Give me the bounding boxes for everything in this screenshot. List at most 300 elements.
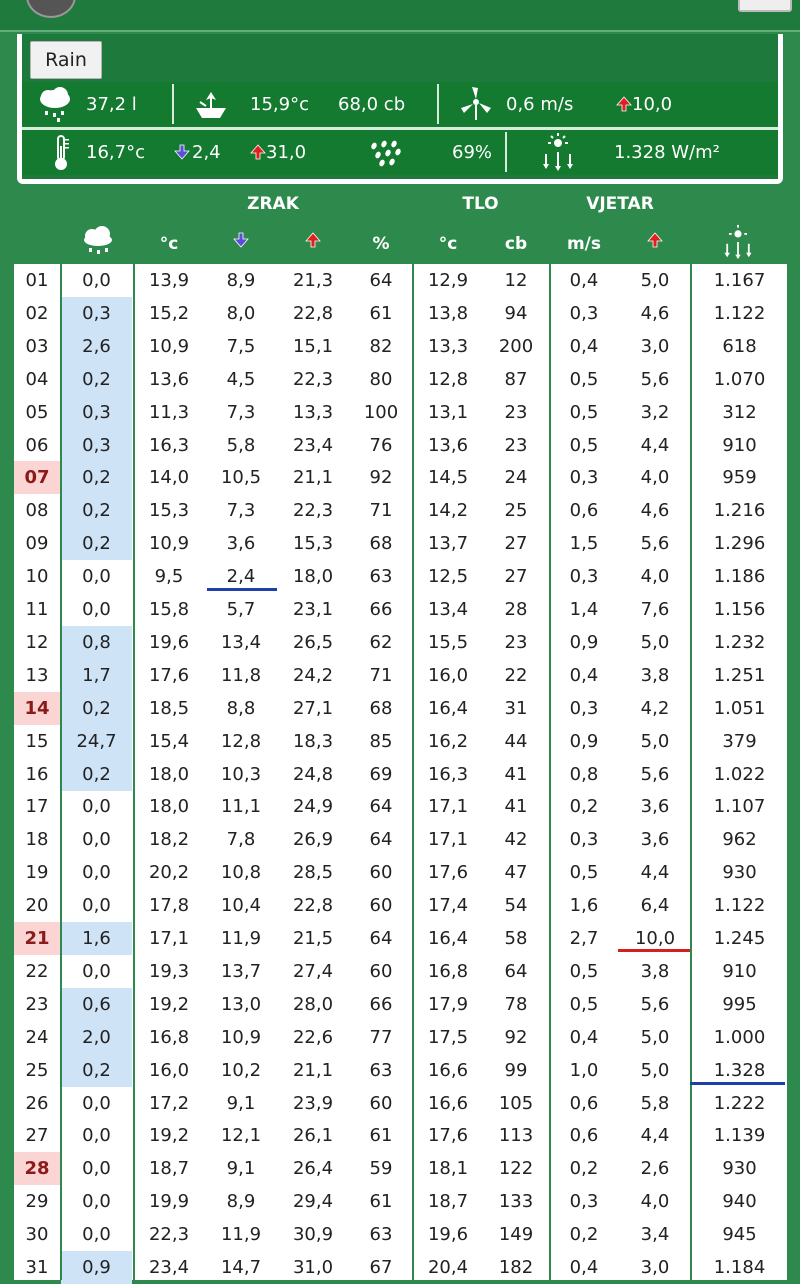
cell-soil-temp: 17,4 <box>427 895 469 917</box>
col-humidity: % <box>372 234 390 254</box>
cell-day: 04 <box>25 368 49 390</box>
cell-day: 22 <box>25 960 49 982</box>
cell-temp-min: 9,1 <box>226 1092 256 1114</box>
cell-humidity: 71 <box>369 500 393 522</box>
cell-rain: 0,0 <box>82 895 111 917</box>
summary-row-2 <box>22 130 778 175</box>
cell-temp-max: 22,6 <box>292 1026 334 1048</box>
cell-solar: 1.222 <box>713 1092 766 1114</box>
cell-wind-speed: 0,4 <box>569 270 599 291</box>
table-row <box>14 560 787 593</box>
cell-wind-max: 5,6 <box>640 533 670 555</box>
cell-wind-speed: 0,4 <box>569 1026 599 1048</box>
cell-humidity: 64 <box>369 928 393 949</box>
cell-rain: 0,0 <box>82 960 111 982</box>
cell-soil-cb: 27 <box>504 533 528 555</box>
cell-wind-max: 3,4 <box>640 1224 670 1246</box>
cell-humidity: 71 <box>369 664 393 686</box>
cell-day: 02 <box>25 302 49 324</box>
cell-solar: 910 <box>722 434 757 456</box>
cell-temp-min: 9,1 <box>226 1158 256 1180</box>
cell-wind-max: 7,6 <box>640 599 670 620</box>
cell-day: 16 <box>25 763 49 785</box>
cell-soil-cb: 25 <box>504 500 528 522</box>
max-arrow-icon <box>616 96 632 117</box>
cell-soil-temp: 13,4 <box>427 599 469 620</box>
cell-day: 21 <box>14 922 60 955</box>
cell-rain: 0,2 <box>61 692 132 725</box>
cell-soil-cb: 200 <box>498 335 534 357</box>
cell-air-temp: 19,9 <box>148 1191 190 1213</box>
table-row <box>14 725 787 758</box>
cell-day: 29 <box>25 1191 49 1213</box>
cell-rain: 0,9 <box>61 1251 132 1284</box>
table-row <box>14 1087 787 1120</box>
cell-wind-speed: 0,2 <box>569 796 599 818</box>
cell-temp-min: 3,6 <box>226 533 256 555</box>
cell-temp-max: 31,0 <box>292 1257 334 1278</box>
rain-tab-button[interactable]: Rain <box>30 41 102 79</box>
wind-avg-value: 0,6 m/s <box>506 94 574 115</box>
cell-solar: 945 <box>722 1224 757 1246</box>
cell-solar: 1.156 <box>713 599 766 620</box>
cell-humidity: 92 <box>369 467 393 489</box>
cell-day: 18 <box>25 829 49 851</box>
cell-air-temp: 18,0 <box>148 763 190 785</box>
cell-wind-speed: 0,9 <box>569 730 599 752</box>
cell-day: 11 <box>25 599 49 620</box>
cell-day: 25 <box>25 1059 49 1081</box>
cell-rain: 0,0 <box>82 862 111 884</box>
cell-wind-speed: 0,3 <box>569 829 599 851</box>
cell-day: 06 <box>25 434 49 456</box>
table-row <box>14 1054 787 1087</box>
cell-wind-max: 3,2 <box>640 401 670 423</box>
cell-air-temp: 19,2 <box>148 993 190 1015</box>
cell-day: 01 <box>25 270 49 291</box>
cell-rain: 24,7 <box>61 725 132 758</box>
cell-day: 26 <box>25 1092 49 1114</box>
cell-rain: 2,6 <box>61 330 132 363</box>
cell-wind-speed: 0,5 <box>569 401 599 423</box>
cell-soil-temp: 18,7 <box>427 1191 469 1213</box>
cell-humidity: 63 <box>369 566 393 588</box>
cell-solar: 1.107 <box>713 796 766 818</box>
solar-radiation-icon <box>540 132 576 177</box>
cell-air-temp: 19,6 <box>148 631 190 653</box>
column-divider <box>549 185 551 1280</box>
cell-rain: 0,3 <box>61 297 132 330</box>
cell-temp-max: 26,9 <box>292 829 334 851</box>
cell-day: 05 <box>25 401 49 423</box>
cell-day: 13 <box>25 664 49 686</box>
cell-temp-min: 14,7 <box>220 1257 262 1278</box>
divider <box>505 132 507 172</box>
cell-wind-max: 10,0 <box>634 928 676 949</box>
table-row <box>14 1152 787 1185</box>
group-header-zrak: ZRAK <box>247 194 299 214</box>
col-wind-max-icon <box>620 232 690 253</box>
cell-temp-max: 22,8 <box>292 302 334 324</box>
table-row <box>14 988 787 1021</box>
cell-temp-min: 10,5 <box>220 467 262 489</box>
humidity-drops-icon <box>368 138 404 173</box>
cell-temp-max: 18,3 <box>292 730 334 752</box>
cell-humidity: 60 <box>369 1092 393 1114</box>
cell-wind-max: 5,0 <box>640 1059 670 1081</box>
cell-air-temp: 18,0 <box>148 796 190 818</box>
cell-temp-max: 26,4 <box>292 1158 334 1180</box>
cell-humidity: 60 <box>369 895 393 917</box>
cell-air-temp: 19,3 <box>148 960 190 982</box>
cell-solar: 1.139 <box>713 1125 766 1147</box>
cell-wind-max: 3,0 <box>640 1257 670 1278</box>
cell-solar: 1.232 <box>713 631 766 653</box>
cell-air-temp: 16,3 <box>148 434 190 456</box>
cell-temp-min: 12,1 <box>220 1125 262 1147</box>
cell-wind-speed: 0,5 <box>569 960 599 982</box>
cell-solar: 1.167 <box>713 270 766 291</box>
cell-soil-cb: 47 <box>504 862 528 884</box>
cell-wind-speed: 0,5 <box>569 993 599 1015</box>
cell-wind-speed: 2,7 <box>569 928 599 949</box>
cell-humidity: 76 <box>369 434 393 456</box>
table-row <box>14 1185 787 1218</box>
cell-temp-min: 5,7 <box>226 599 256 620</box>
cell-wind-max: 4,0 <box>640 467 670 489</box>
table-row <box>14 396 787 429</box>
cell-humidity: 64 <box>369 270 393 291</box>
cell-temp-max: 27,1 <box>292 697 334 719</box>
cell-temp-min: 10,8 <box>220 862 262 884</box>
cell-humidity: 63 <box>369 1059 393 1081</box>
cell-solar: 312 <box>722 401 757 423</box>
cell-wind-max: 4,6 <box>640 500 670 522</box>
cell-air-temp: 17,2 <box>148 1092 190 1114</box>
cell-day: 08 <box>25 500 49 522</box>
cell-day: 31 <box>25 1257 49 1278</box>
cell-soil-temp: 17,1 <box>427 829 469 851</box>
cell-soil-temp: 12,9 <box>427 270 469 291</box>
cell-solar: 1.051 <box>713 697 766 719</box>
cell-solar: 1.296 <box>713 533 766 555</box>
cell-temp-max: 21,1 <box>292 1059 334 1081</box>
table-row <box>14 1251 787 1284</box>
cell-soil-temp: 16,3 <box>427 763 469 785</box>
cell-air-temp: 15,4 <box>148 730 190 752</box>
cell-day: 20 <box>25 895 49 917</box>
cell-temp-min: 11,8 <box>220 664 262 686</box>
cell-rain: 2,0 <box>61 1021 132 1054</box>
cell-temp-min: 10,9 <box>220 1026 262 1048</box>
cell-rain: 1,6 <box>61 922 132 955</box>
soil-moisture-value: 68,0 cb <box>338 94 406 115</box>
cell-temp-max: 24,8 <box>292 763 334 785</box>
cell-soil-temp: 14,5 <box>427 467 469 489</box>
cell-temp-min: 11,9 <box>220 928 262 949</box>
column-divider <box>133 185 135 1280</box>
table-row <box>14 264 787 297</box>
cell-wind-speed: 0,6 <box>569 500 599 522</box>
group-header-tlo: TLO <box>462 194 499 214</box>
cell-soil-temp: 13,8 <box>427 302 469 324</box>
cell-humidity: 63 <box>369 1224 393 1246</box>
table-row <box>14 955 787 988</box>
cell-air-temp: 19,2 <box>148 1125 190 1147</box>
cell-solar: 1.122 <box>713 895 766 917</box>
divider <box>172 84 174 124</box>
cell-wind-speed: 0,3 <box>569 467 599 489</box>
cell-rain: 0,2 <box>61 758 132 791</box>
wind-max-value: 10,0 <box>632 94 673 115</box>
cell-temp-max: 21,3 <box>292 270 334 291</box>
cell-air-temp: 14,0 <box>148 467 190 489</box>
cell-wind-speed: 0,3 <box>569 1191 599 1213</box>
soil-temp-value: 15,9°c <box>250 94 309 115</box>
cell-wind-speed: 0,9 <box>569 631 599 653</box>
cell-temp-max: 22,3 <box>292 368 334 390</box>
cell-wind-speed: 0,2 <box>569 1158 599 1180</box>
cell-wind-max: 3,6 <box>640 796 670 818</box>
cell-wind-max: 4,2 <box>640 697 670 719</box>
cell-rain: 0,0 <box>82 1224 111 1246</box>
cell-air-temp: 13,9 <box>148 270 190 291</box>
cell-solar: 940 <box>722 1191 757 1213</box>
cell-soil-cb: 149 <box>498 1224 534 1246</box>
cell-solar: 995 <box>722 993 757 1015</box>
cell-humidity: 61 <box>369 1125 393 1147</box>
cell-temp-min: 8,8 <box>226 697 256 719</box>
col-soil-cb: cb <box>504 234 528 254</box>
cell-temp-min: 12,8 <box>220 730 262 752</box>
cell-wind-max: 3,8 <box>640 960 670 982</box>
cell-soil-cb: 44 <box>504 730 528 752</box>
monthly-data-table <box>14 185 787 1280</box>
cell-air-temp: 20,2 <box>148 862 190 884</box>
cell-temp-max: 22,3 <box>292 500 334 522</box>
cell-soil-temp: 13,7 <box>427 533 469 555</box>
col-temp-max-icon <box>278 232 348 253</box>
cell-air-temp: 18,2 <box>148 829 190 851</box>
cell-soil-temp: 13,1 <box>427 401 469 423</box>
cell-day: 14 <box>14 692 60 725</box>
rain-column-icon <box>81 226 115 263</box>
cell-temp-max: 15,1 <box>292 335 334 357</box>
cell-day: 17 <box>25 796 49 818</box>
cell-temp-min: 8,9 <box>226 1191 256 1213</box>
cell-air-temp: 16,0 <box>148 1059 190 1081</box>
cell-temp-min: 10,2 <box>220 1059 262 1081</box>
cell-soil-temp: 14,2 <box>427 500 469 522</box>
cell-solar: 1.000 <box>713 1026 766 1048</box>
cell-temp-min: 11,9 <box>220 1224 262 1246</box>
cell-wind-speed: 0,6 <box>569 1125 599 1147</box>
solar-value: 1.328 W/m² <box>614 142 720 163</box>
summary-panel <box>17 34 783 184</box>
cell-wind-speed: 1,5 <box>569 533 599 555</box>
cell-soil-cb: 122 <box>498 1158 534 1180</box>
cell-soil-cb: 23 <box>504 401 528 423</box>
cell-temp-min: 10,4 <box>220 895 262 917</box>
cell-day: 10 <box>25 566 49 588</box>
cell-soil-temp: 17,9 <box>427 993 469 1015</box>
cell-soil-temp: 17,5 <box>427 1026 469 1048</box>
column-divider <box>60 185 62 1280</box>
cell-temp-min: 7,3 <box>226 401 256 423</box>
max-solar-marker <box>690 1082 785 1085</box>
cell-wind-speed: 0,4 <box>569 335 599 357</box>
cell-day: 23 <box>25 993 49 1015</box>
cell-day: 15 <box>25 730 49 752</box>
cell-temp-max: 13,3 <box>292 401 334 423</box>
cell-wind-max: 5,6 <box>640 993 670 1015</box>
cell-humidity: 62 <box>369 631 393 653</box>
cell-day: 03 <box>25 335 49 357</box>
cell-temp-max: 23,4 <box>292 434 334 456</box>
cell-soil-cb: 64 <box>504 960 528 982</box>
cell-rain: 0,2 <box>61 363 132 396</box>
cell-soil-cb: 133 <box>498 1191 534 1213</box>
cell-soil-temp: 16,2 <box>427 730 469 752</box>
cell-temp-max: 21,1 <box>292 467 334 489</box>
cell-soil-temp: 17,6 <box>427 1125 469 1147</box>
max-arrow-icon <box>250 144 266 165</box>
cell-solar: 379 <box>722 730 757 752</box>
cell-air-temp: 15,3 <box>148 500 190 522</box>
cell-soil-temp: 17,6 <box>427 862 469 884</box>
cell-temp-max: 24,2 <box>292 664 334 686</box>
table-row <box>14 297 787 330</box>
cell-wind-max: 4,4 <box>640 1125 670 1147</box>
cell-soil-temp: 19,6 <box>427 1224 469 1246</box>
cell-soil-cb: 24 <box>504 467 528 489</box>
cell-wind-max: 2,6 <box>640 1158 670 1180</box>
cell-wind-speed: 1,6 <box>569 895 599 917</box>
cell-soil-temp: 12,8 <box>427 368 469 390</box>
cell-humidity: 67 <box>369 1257 393 1278</box>
cell-rain: 0,3 <box>61 396 132 429</box>
group-header-vjetar: VJETAR <box>586 194 654 214</box>
cell-temp-min: 8,0 <box>226 302 256 324</box>
wind-turbine-icon <box>458 86 494 127</box>
cell-humidity: 100 <box>363 401 399 423</box>
col-solar-icon <box>720 224 756 265</box>
app-logo[interactable] <box>26 0 76 18</box>
cell-day: 30 <box>25 1224 49 1246</box>
thermometer-icon <box>52 134 70 177</box>
cell-rain: 0,2 <box>61 461 132 494</box>
cell-rain: 0,0 <box>82 796 111 818</box>
cell-solar: 930 <box>722 1158 757 1180</box>
top-bar <box>0 0 800 32</box>
table-row <box>14 889 787 922</box>
cell-soil-temp: 18,1 <box>427 1158 469 1180</box>
cell-temp-max: 15,3 <box>292 533 334 555</box>
cell-wind-speed: 0,2 <box>569 1224 599 1246</box>
cell-humidity: 68 <box>369 697 393 719</box>
summary-row-1 <box>22 82 778 127</box>
cell-temp-max: 26,1 <box>292 1125 334 1147</box>
cell-wind-max: 3,6 <box>640 829 670 851</box>
cell-air-temp: 18,7 <box>148 1158 190 1180</box>
cell-temp-max: 22,8 <box>292 895 334 917</box>
temp-min-value: 2,4 <box>192 142 221 163</box>
cell-rain: 0,6 <box>61 988 132 1021</box>
cell-day: 27 <box>25 1125 49 1147</box>
rain-cloud-icon <box>36 87 74 128</box>
menu-button[interactable] <box>738 0 792 12</box>
cell-soil-temp: 20,4 <box>427 1257 469 1278</box>
rain-total-value: 37,2 l <box>86 94 137 115</box>
cell-temp-max: 18,0 <box>292 566 334 588</box>
cell-wind-max: 5,8 <box>640 1092 670 1114</box>
table-row <box>14 527 787 560</box>
cell-soil-temp: 15,5 <box>427 631 469 653</box>
air-temp-value: 16,7°c <box>86 142 145 163</box>
cell-wind-max: 5,6 <box>640 763 670 785</box>
cell-wind-speed: 0,3 <box>569 302 599 324</box>
cell-rain: 0,0 <box>82 1125 111 1147</box>
table-row <box>14 1119 787 1152</box>
table-row <box>14 494 787 527</box>
cell-soil-cb: 23 <box>504 631 528 653</box>
divider <box>437 84 439 124</box>
cell-solar: 910 <box>722 960 757 982</box>
cell-air-temp: 16,8 <box>148 1026 190 1048</box>
cell-wind-speed: 0,3 <box>569 566 599 588</box>
cell-rain: 0,0 <box>82 599 111 620</box>
cell-rain: 0,0 <box>82 1191 111 1213</box>
cell-soil-temp: 16,4 <box>427 928 469 949</box>
cell-rain: 0,0 <box>82 270 111 291</box>
cell-wind-max: 4,4 <box>640 434 670 456</box>
cell-air-temp: 17,8 <box>148 895 190 917</box>
cell-humidity: 68 <box>369 533 393 555</box>
cell-wind-speed: 1,4 <box>569 599 599 620</box>
cell-soil-cb: 23 <box>504 434 528 456</box>
cell-soil-cb: 12 <box>504 270 528 291</box>
table-row <box>14 363 787 396</box>
cell-solar: 618 <box>722 335 757 357</box>
cell-solar: 1.245 <box>713 928 766 949</box>
cell-soil-cb: 27 <box>504 566 528 588</box>
cell-day: 24 <box>25 1026 49 1048</box>
cell-temp-max: 23,9 <box>292 1092 334 1114</box>
table-row <box>14 330 787 363</box>
cell-rain: 0,0 <box>82 1092 111 1114</box>
cell-soil-cb: 92 <box>504 1026 528 1048</box>
cell-temp-max: 28,0 <box>292 993 334 1015</box>
cell-air-temp: 17,1 <box>148 928 190 949</box>
table-row <box>14 461 787 494</box>
cell-soil-temp: 17,1 <box>427 796 469 818</box>
cell-soil-temp: 13,6 <box>427 434 469 456</box>
cell-wind-max: 5,0 <box>640 270 670 291</box>
cell-rain: 0,0 <box>82 1158 111 1180</box>
cell-temp-min: 8,9 <box>226 270 256 291</box>
cell-soil-cb: 41 <box>504 796 528 818</box>
col-temp-min-icon <box>206 232 276 253</box>
table-row <box>14 856 787 889</box>
cell-humidity: 59 <box>369 1158 393 1180</box>
cell-soil-cb: 94 <box>504 302 528 324</box>
table-row <box>14 626 787 659</box>
cell-wind-max: 4,0 <box>640 1191 670 1213</box>
cell-temp-min: 11,1 <box>220 796 262 818</box>
cell-solar: 1.251 <box>713 664 766 686</box>
cell-soil-cb: 41 <box>504 763 528 785</box>
cell-soil-temp: 13,3 <box>427 335 469 357</box>
